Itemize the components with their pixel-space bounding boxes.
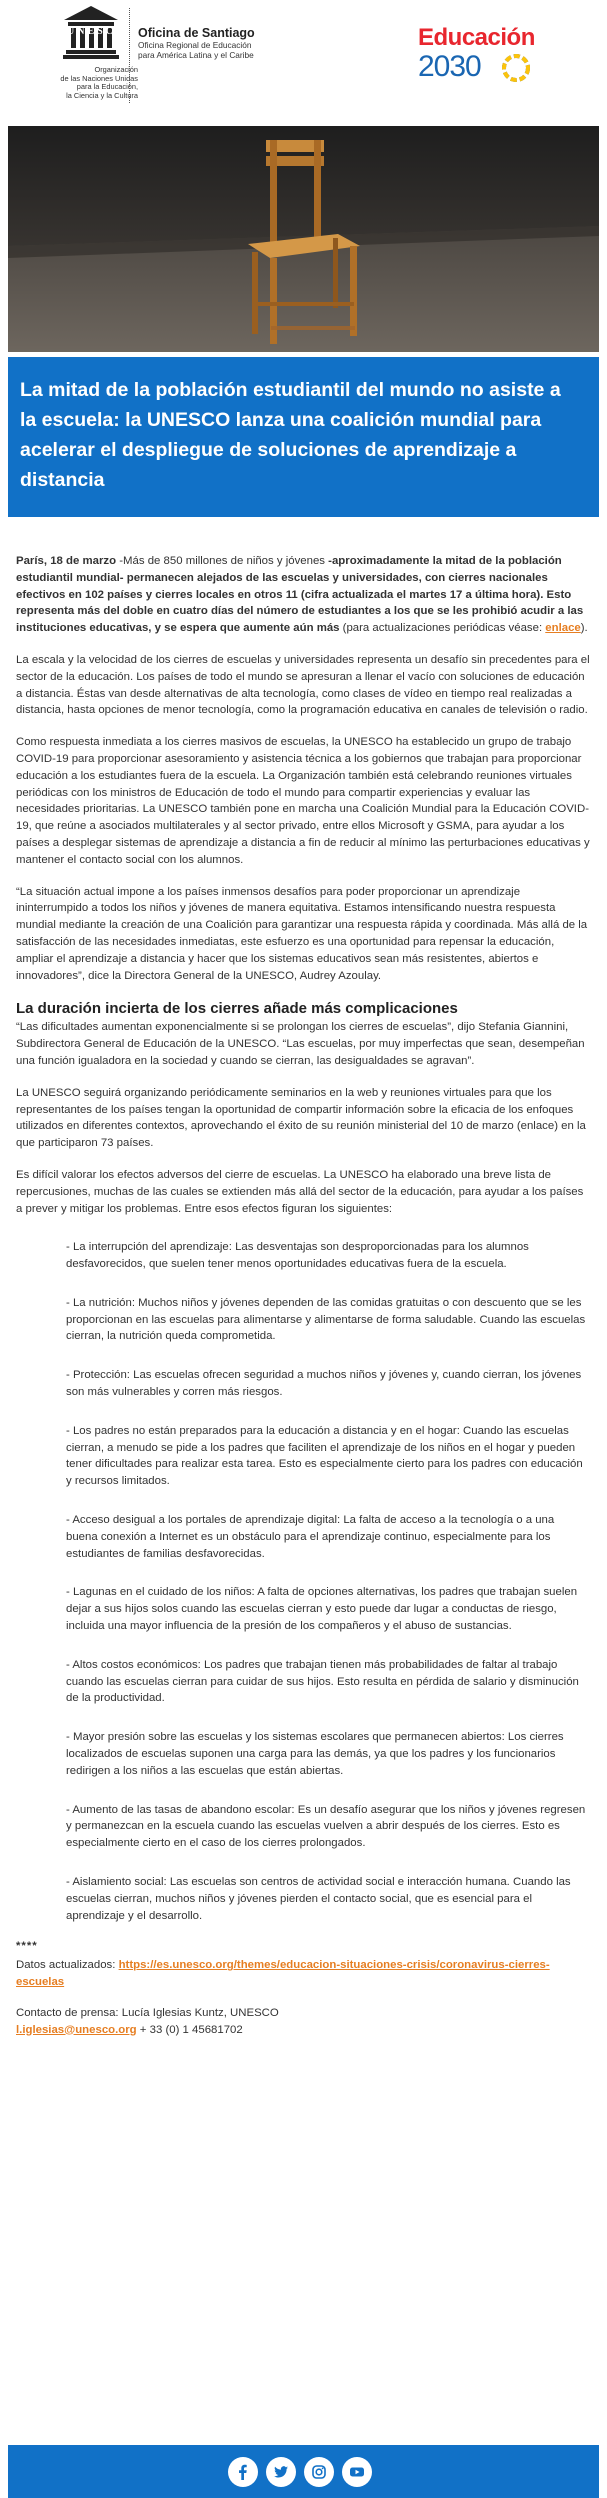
list-item: - Acceso desigual a los portales de aprendizaje digital: La falta de acceso a la tecnología o a una buena conexión a Internet es un obstáculo para el aprendizaje continuo, especialmente para los estudiantes de familias desfavorecidas. bbox=[66, 1514, 555, 1560]
lead-dash: - bbox=[116, 555, 124, 567]
list-item: - Aumento de las tasas de abandono escolar: Es un desafío asegurar que los niños y jóvenes regresen y permanezcan en la escuela cuando las escuelas vuelven a abrir después de los cierres. Esto es especialmente cierto en el caso de los cierres prolongados. bbox=[66, 1803, 586, 1850]
newsletter bbox=[8, 0, 599, 2036]
header bbox=[8, 0, 599, 126]
twitter-icon[interactable] bbox=[266, 2457, 296, 2487]
headline-banner bbox=[8, 357, 599, 517]
article-body bbox=[16, 553, 590, 2038]
paragraph-webinars: La UNESCO seguirá organizando periódicamente seminarios en la web y reuniones virtuales para que los representantes de los países tengan la oportunidad de compartir información sobre la eficacia de los enfoques utilizados en diferentes contextos, aprovechando el éxito de su reunión ministerial del 10 de marzo (enlace) en la que participaron 73 países. bbox=[16, 1086, 586, 1150]
office-line: Oficina Regional de Educación bbox=[138, 40, 252, 50]
lead-tail-end: ). bbox=[580, 622, 588, 635]
lead-tail: (para actualizaciones periódicas véase: bbox=[339, 622, 546, 635]
social-links bbox=[228, 2457, 372, 2487]
list-item: - La nutrición: Muchos niños y jóvenes dependen de las comidas gratuitas o con descuento que se les proporcionan en las escuelas para alimentarse y alimentarse de forma saludable. Cuando las escuelas cierran, la nutrición queda comprometida. bbox=[66, 1296, 586, 1343]
list-item: - Altos costos económicos: Los padres que trabajan tienen más probabilidades de faltar al trabajo cuando las escuelas cierran para cuidar de sus hijos. Esto resulta en pérdida de salario y disminución de la productividad. bbox=[66, 1658, 579, 1705]
youtube-icon[interactable] bbox=[342, 2457, 372, 2487]
paragraph-quote-giannini: “Las dificultades aumentan exponencialmente si se prolongan los cierres de escuelas”, dijo Stefania Giannini, Subdirectora General de Educación de la UNESCO. “Las escuelas, por muy imperfectas que sean, desempeñan una función igualadora en la sociedad y cuando se cierran, las desigualdades se agravan”. bbox=[16, 1021, 585, 1067]
paragraph-response: Como respuesta inmediata a los cierres masivos de escuelas, la UNESCO ha establecido un grupo de trabajo COVID-19 para proporcionar asesoramiento y asistencia técnica a los gobiernos que trabajan para proporcionar educación a los estudiantes fuera de la escuela. La Organización también está celebrando reuniones virtuales periódicas con los ministros de Educación de todo el mundo para compartir experiencias y evaluar las necesidades prioritarias. La UNESCO también pone en marcha una Coalición Mundial para la Educación COVID-19, que reúne a asociados multilaterales y al sector privado, entre ellos Microsoft y GSMA, para ayudar a los países a desplegar sistemas de aprendizaje a distancia a fin de reducir al mínimo las perturbaciones educativas y mantener el contacto social con los alumnos. bbox=[16, 736, 590, 866]
office-info bbox=[138, 26, 318, 60]
lead-paragraph bbox=[16, 553, 590, 637]
education-2030-logo[interactable] bbox=[418, 24, 548, 84]
office-line: para América Latina y el Caribe bbox=[138, 50, 254, 60]
list-item: - Protección: Las escuelas ofrecen seguridad a muchos niños y jóvenes y, cuando cierran, los jóvenes son más vulnerables y corren más riesgos. bbox=[66, 1369, 582, 1399]
edu-year: 2030 bbox=[418, 50, 481, 83]
footer bbox=[8, 2445, 599, 2498]
sdg-wheel-icon bbox=[502, 54, 530, 82]
section-heading: La duración incierta de los cierres añade más complicaciones bbox=[16, 1000, 458, 1018]
list-item: - Lagunas en el cuidado de los niños: A falta de opciones alternativas, los padres que trabajan suelen dejar a sus hijos solos cuando las escuelas cierran y esto puede dar lugar a conductas de riesgo, incluida una mayor influencia de la presión de los compañeros y el abuso de sustancias. bbox=[66, 1586, 578, 1633]
press-label: Contacto de prensa: Lucía Iglesias Kuntz, UNESCO bbox=[16, 2006, 279, 2019]
separator: **** bbox=[16, 1940, 38, 1953]
list-item: - Los padres no están preparados para la educación a distancia y en el hogar: Cuando las escuelas cierran, a menudo se pide a los padres que faciliten el aprendizaje de los niños en el hogar y pueden tener dificultades para realizar esta tarea. Esto es especialmente cierto para los padres con educación y recursos limitados. bbox=[66, 1424, 583, 1488]
facebook-icon[interactable] bbox=[228, 2457, 258, 2487]
lead-intro: Más de 850 millones de niños y jóvenes bbox=[123, 555, 329, 567]
unesco-org-name: Organización de las Naciones Unidas para la Educación, la Ciencia y la Cultura bbox=[60, 65, 138, 100]
office-title: Oficina de Santiago bbox=[138, 26, 255, 40]
list-item: - Mayor presión sobre las escuelas y los sistemas escolares que permanecen abiertos: Los cierres localizados de escuelas suponen una carga para las demás, ya que los padres y los funcionarios redirigen a los niños a las escuelas que están abiertas. bbox=[66, 1731, 564, 1777]
lead-bold: -aproximadamente la mitad de la población estudiantil mundial- permanecen alejados de las escuelas y universidades, con cierres nacionales efectivos en 102 países y cierres locales en otros 11 (cifra actualizada el martes 17 a última hora). Esto representa más del doble en cuatro días del número de estudiantes a los que se les prohibió acudir a las instituciones educativas, y se espera que aumente aún más bbox=[16, 555, 584, 635]
press-email-link[interactable]: l.iglesias@unesco.org bbox=[16, 2023, 137, 2036]
paragraph-quote-azoulay: “La situación actual impone a los países inmensos desafíos para poder proporcionar un aprendizaje ininterrumpido a todos los niños y jóvenes de manera equitativa. Estamos intensificando nuestra respuesta mundial mediante la creación de una Coalición para garantizar una respuesta rápida y coordinada. Más allá de la satisfacción de las necesidades inmediatas, este esfuerzo es una oportunidad para repensar la educación, ampliar el aprendizaje a distancia y hacer que los sistemas educativos sean más resistentes, abiertos e innovadores”, dice la Directora General de la UNESCO, Audrey Azoulay. bbox=[16, 885, 588, 982]
effects-list bbox=[16, 1239, 590, 1924]
chair-photo bbox=[8, 126, 599, 352]
unesco-wordmark: UNESCO bbox=[67, 26, 127, 37]
press-contact bbox=[16, 2005, 590, 2039]
updates-link[interactable]: enlace bbox=[545, 622, 581, 635]
paragraph-scale: La escala y la velocidad de los cierres de escuelas y universidades representa un desafío sin precedentes para el sector de la educación. Los países de todo el mundo se apresuran a llenar el vacío con soluciones de educación a distancia. Éstas van desde alternativas de alta tecnología, como clases de vídeo en tiempo real realizadas a distancia, hasta opciones de menor tecnología, como la programación educativa en canales de televisión o radio. bbox=[16, 653, 590, 717]
paragraph-effects-intro: Es difícil valorar los efectos adversos del cierre de escuelas. La UNESCO ha elaborado una breve lista de repercusiones, muchas de las cuales se extienden más allá del sector de la educación, para ayudar a los países a prever y mitigar los problemas. Entre esos efectos figuran los siguientes: bbox=[16, 1168, 584, 1215]
header-divider bbox=[129, 8, 130, 103]
place-date: París, 18 de marzo bbox=[16, 555, 117, 567]
list-item: - La interrupción del aprendizaje: Las desventajas son desproporcionadas para los alumnos desfavorecidos, que suelen tener menos oportunidades educativas fuera de la escuela. bbox=[66, 1241, 529, 1271]
edu-word: Educación bbox=[418, 24, 535, 51]
data-label: Datos actualizados: bbox=[16, 1959, 119, 1972]
press-phone: + 33 (0) 1 45681702 bbox=[136, 2023, 243, 2036]
unesco-logo[interactable] bbox=[50, 4, 138, 108]
instagram-icon[interactable] bbox=[304, 2457, 334, 2487]
hero-photo-empty-school-chair bbox=[8, 126, 599, 352]
list-item: - Aislamiento social: Las escuelas son centros de actividad social e interacción humana. Cuando las escuelas cierran, muchos niños y jóvenes pierden el contacto social, que es esencial para el aprendizaje y el desarrollo. bbox=[66, 1876, 571, 1922]
data-updates-link[interactable]: https://es.unesco.org/themes/educacion-situaciones-crisis/coronavirus-cierres-escuelas bbox=[16, 1959, 550, 1988]
headline: La mitad de la población estudiantil del mundo no asiste a la escuela: la UNESCO lanza una coalición mundial para acelerar el despliegue de soluciones de aprendizaje a distancia bbox=[20, 379, 561, 491]
data-updates bbox=[16, 1957, 590, 1991]
